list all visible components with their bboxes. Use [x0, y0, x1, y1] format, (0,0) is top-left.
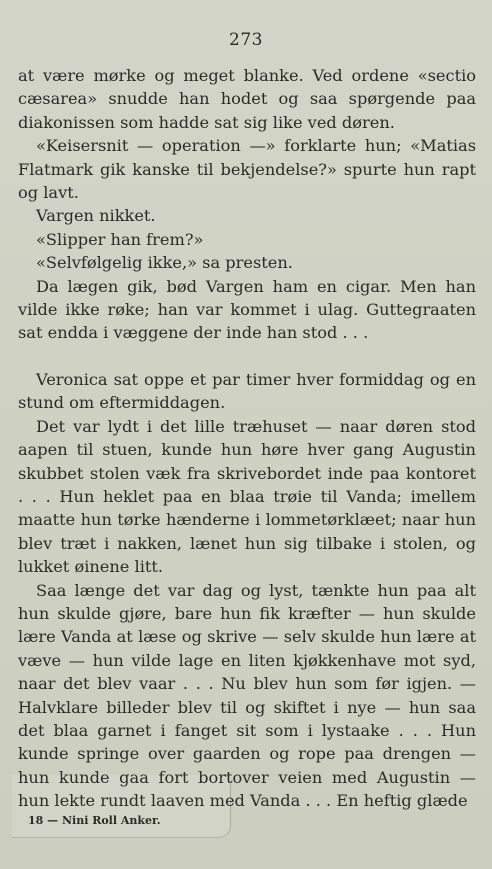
paragraph: «Slipper han frem?» — [36, 229, 204, 249]
paragraph: «Keisersnit — operation —» forklarte hun; «Matias Flatmark gik kanske til bekjendelse?» spurte hun rapt og lavt. — [18, 136, 476, 203]
paragraph: Vargen nikket. — [36, 206, 156, 226]
section-break — [18, 345, 476, 368]
paragraph: at være mørke og meget blanke. Ved ordene «sectio cæsarea» snudde han hodet og saa spørgende paa diakonissen som hadde sat sig like ved døren. — [18, 66, 476, 132]
paragraph: Veronica sat oppe et par timer hver formiddag og en stund om eftermiddagen. — [18, 369, 476, 413]
paragraph: Det var lydt i det lille træhuset — naar døren stod aapen til stuen, kunde hun høre hver gang Augustin skubbet stolen væk fra skrivebordet inde paa kontoret . . . Hun heklet paa en blaa trøie til Vanda; imellem maatte hun tørke hænderne i lommetørklæet; naar hun blev træt i nakken, lænet hun sig tilbake i stolen, og lukket øinene litt. — [18, 416, 476, 577]
page-number: 273 — [229, 30, 263, 50]
signature-mark: 18 — Nini Roll Anker. — [28, 814, 161, 827]
paragraph: «Selvfølgelig ikke,» sa presten. — [36, 253, 293, 273]
paragraph: Da lægen gik, bød Vargen ham en cigar. Men han vilde ikke røke; han var kommet i ulag. Guttegraaten sat endda i væggene der inde han stod . . . — [18, 276, 476, 343]
body-text — [18, 64, 476, 813]
paragraph: Saa længe det var dag og lyst, tænkte hun paa alt hun skulde gjøre, bare hun fik kræfter — hun skulde lære Vanda at læse og skrive — selv skulde hun lære at væve — hun vilde lage en liten kjøkkenhave mot syd, naar det blev vaar . . . Nu blev hun som før igjen. — Halvklare billeder blev til og skiftet i nye — hun saa det blaa garnet i fanget sit som i lystaake . . . Hun kunde springe over gaarden og rope paa drengen — hun kunde gaa fort bortover veien med Augustin — hun lekte rundt laaven med Vanda . . . En heftig glæde — [18, 580, 476, 811]
